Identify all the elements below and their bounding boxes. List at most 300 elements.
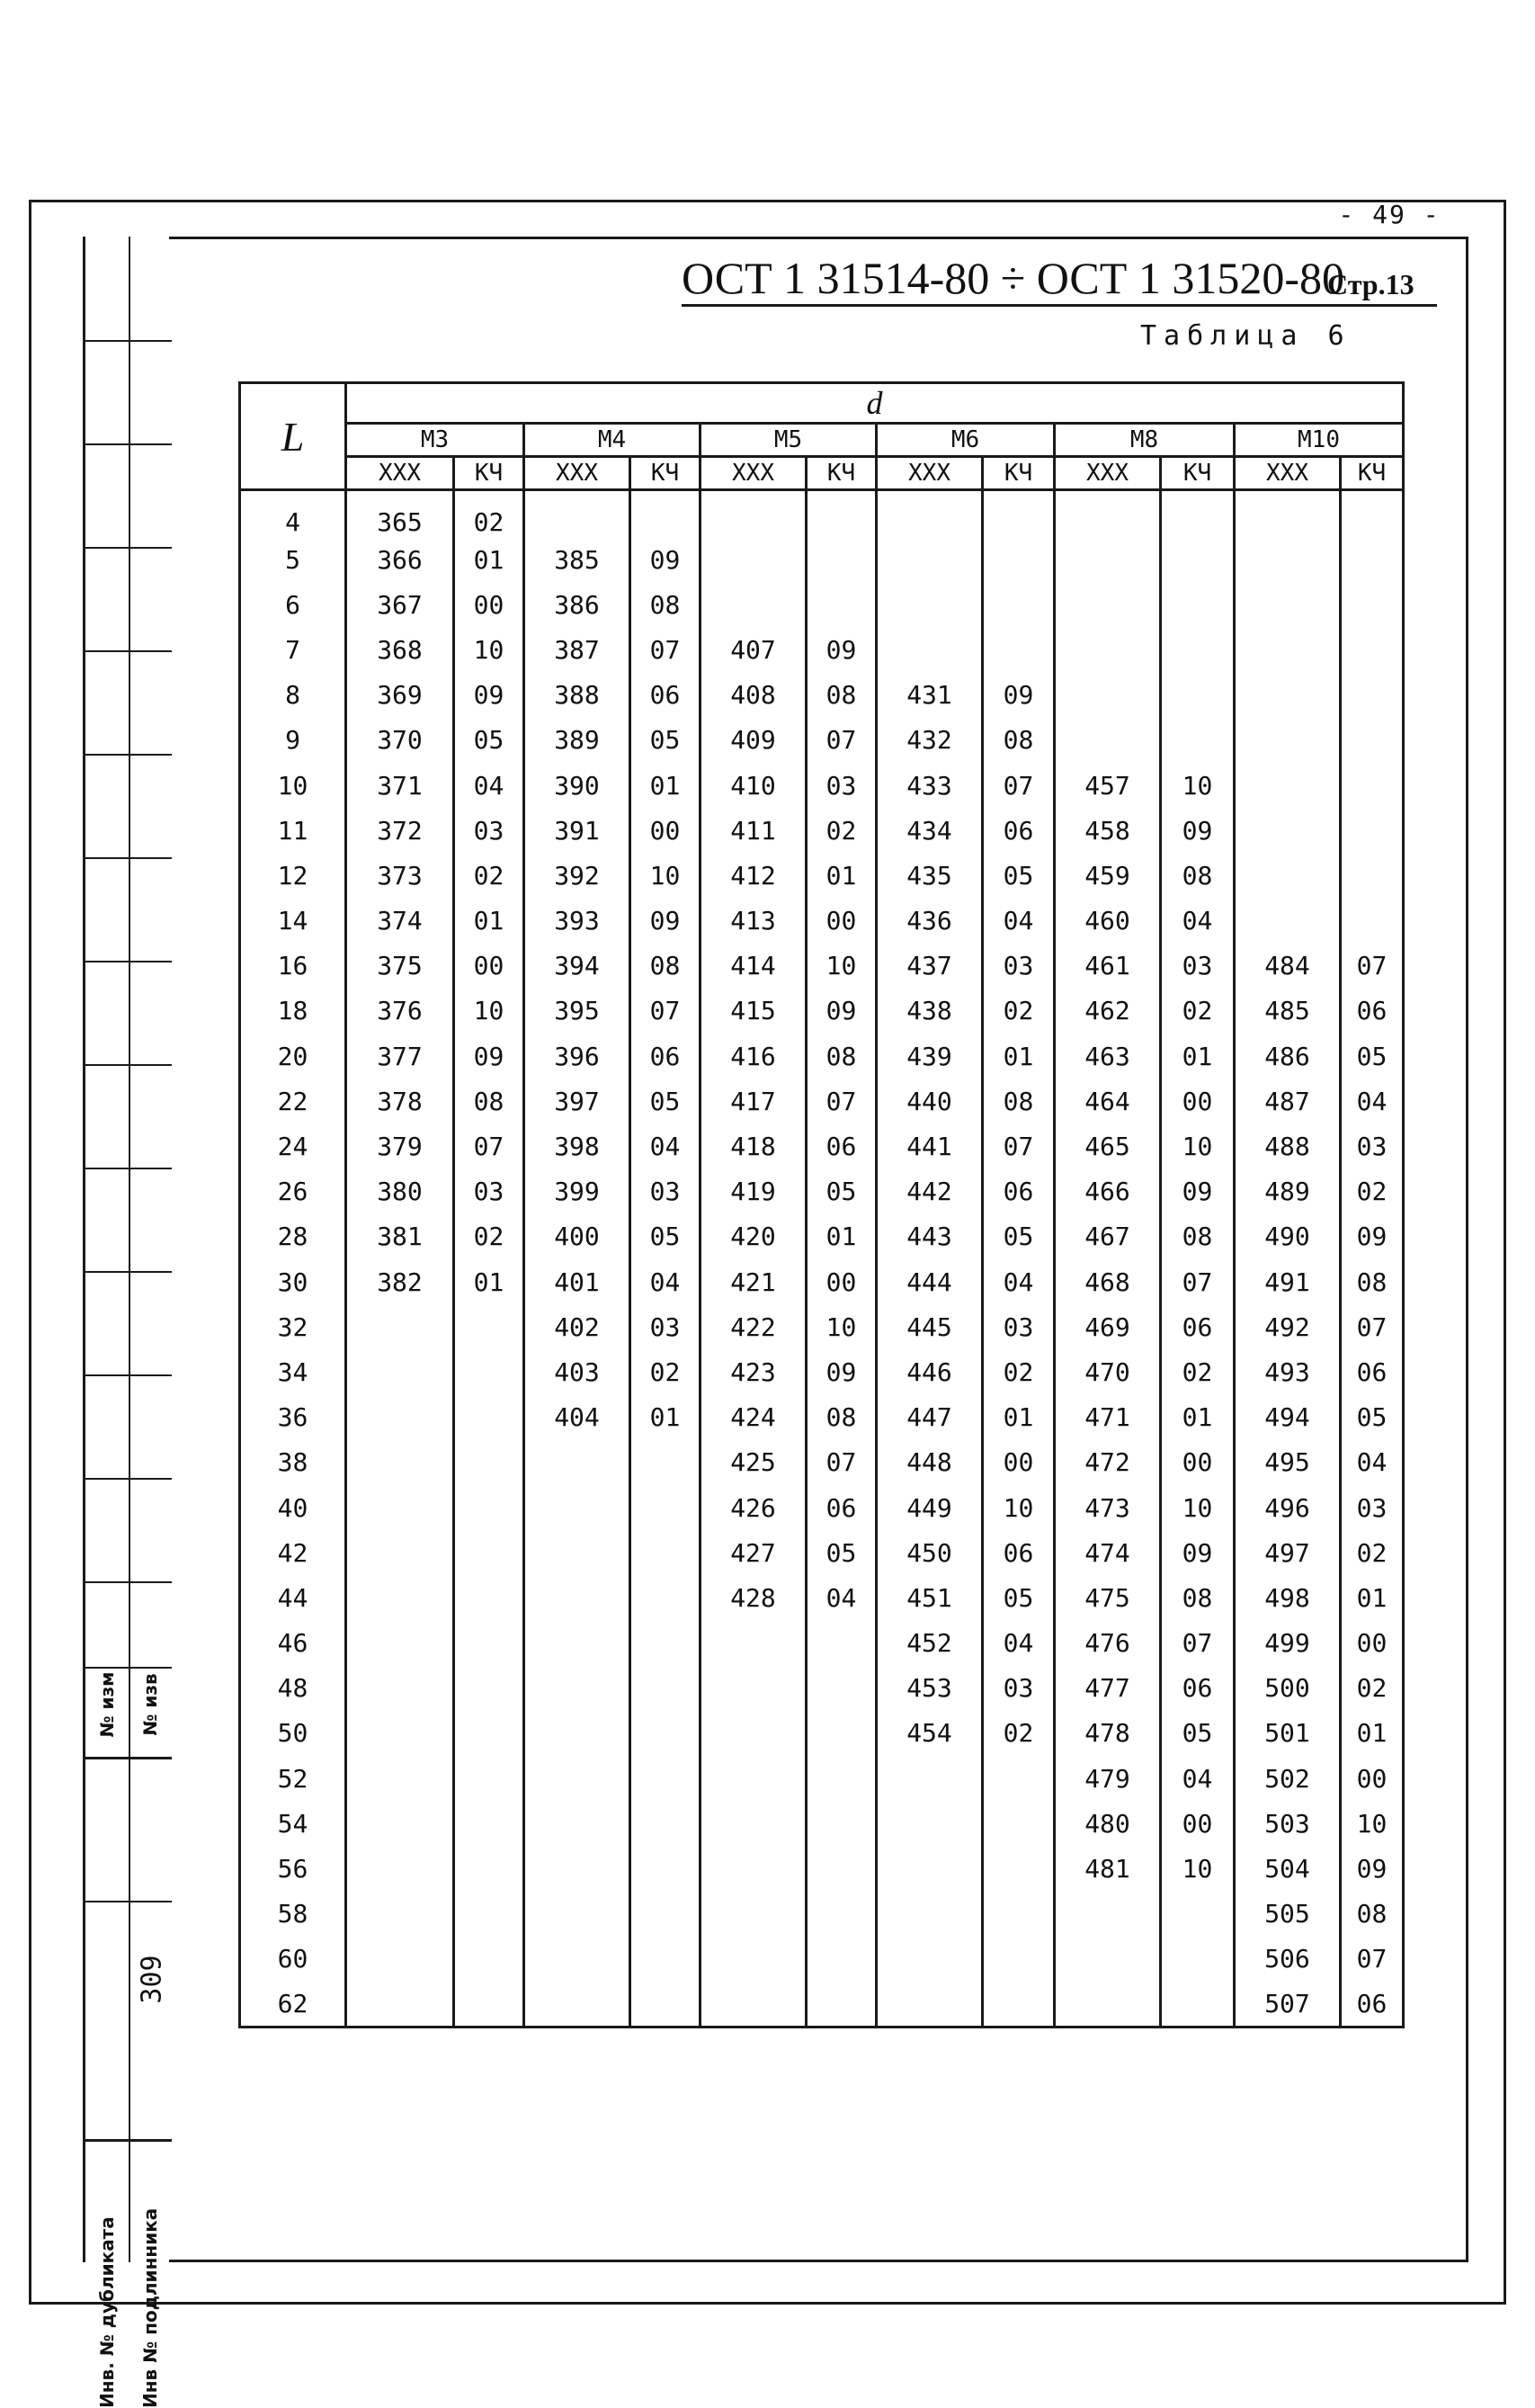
kch-cell	[807, 537, 877, 582]
code-cell	[1235, 763, 1341, 808]
code-cell: 410	[701, 763, 807, 808]
code-cell: 375	[346, 944, 454, 989]
stamp-rule	[85, 650, 172, 652]
kch-cell: 09	[454, 673, 524, 718]
code-cell	[524, 1756, 630, 1801]
sub-header-kch: КЧ	[1341, 457, 1404, 490]
length-cell: 56	[240, 1846, 346, 1891]
code-cell: 504	[1235, 1846, 1341, 1891]
stamp-rule	[85, 1271, 172, 1273]
kch-cell: 00	[1341, 1756, 1404, 1801]
table-row	[240, 1892, 1404, 1937]
kch-cell: 00	[983, 1440, 1055, 1485]
code-cell: 412	[701, 853, 807, 898]
code-cell: 453	[877, 1666, 983, 1711]
table-row	[240, 853, 1404, 898]
kch-cell	[630, 1530, 701, 1575]
code-cell: 449	[877, 1485, 983, 1530]
code-cell: 414	[701, 944, 807, 989]
code-cell	[346, 1395, 454, 1440]
kch-cell: 03	[983, 1666, 1055, 1711]
code-cell	[1235, 490, 1341, 538]
table-row	[240, 627, 1404, 672]
kch-cell: 01	[807, 853, 877, 898]
sub-header-kch: КЧ	[454, 457, 524, 490]
code-cell: 386	[524, 582, 630, 627]
kch-cell	[1341, 718, 1404, 763]
group-header-d: d	[346, 383, 1404, 424]
code-cell: 403	[524, 1349, 630, 1394]
length-cell: 12	[240, 853, 346, 898]
kch-cell	[454, 1846, 524, 1891]
table-row	[240, 1937, 1404, 1982]
table-row	[240, 1349, 1404, 1394]
kch-cell: 03	[630, 1169, 701, 1214]
stamp-rule	[85, 961, 172, 962]
table-row	[240, 582, 1404, 627]
kch-cell: 05	[630, 1214, 701, 1259]
inventory-number: 309	[136, 1955, 168, 2004]
kch-cell: 09	[1161, 808, 1235, 853]
kch-cell: 04	[1341, 1079, 1404, 1123]
code-cell	[524, 1937, 630, 1982]
length-cell: 50	[240, 1711, 346, 1756]
change-number-label: № изм	[96, 1671, 118, 1738]
table-row	[240, 1846, 1404, 1891]
kch-cell	[807, 1892, 877, 1937]
code-cell: 369	[346, 673, 454, 718]
code-cell: 425	[701, 1440, 807, 1485]
code-cell: 452	[877, 1621, 983, 1666]
kch-cell: 07	[1341, 1937, 1404, 1982]
kch-cell: 10	[630, 853, 701, 898]
kch-cell: 00	[1161, 1440, 1235, 1485]
table-row	[240, 1666, 1404, 1711]
size-header: M8	[1055, 424, 1235, 457]
sub-header-xxx: XXX	[1235, 457, 1341, 490]
sub-header-xxx: XXX	[524, 457, 630, 490]
code-cell: 472	[1055, 1440, 1161, 1485]
code-cell: 424	[701, 1395, 807, 1440]
code-cell	[701, 1846, 807, 1891]
kch-cell	[1161, 582, 1235, 627]
sub-header-kch: КЧ	[983, 457, 1055, 490]
code-cell: 502	[1235, 1756, 1341, 1801]
kch-cell: 01	[983, 1395, 1055, 1440]
code-cell	[346, 1982, 454, 2027]
code-cell: 489	[1235, 1169, 1341, 1214]
size-header: M3	[346, 424, 524, 457]
code-cell	[346, 1530, 454, 1575]
kch-cell: 07	[630, 989, 701, 1034]
duplicate-inventory-label: Инв. № дубликата	[96, 2216, 118, 2408]
kch-cell	[630, 1846, 701, 1891]
kch-cell	[807, 1621, 877, 1666]
code-cell: 470	[1055, 1349, 1161, 1394]
code-cell: 399	[524, 1169, 630, 1214]
kch-cell: 04	[807, 1575, 877, 1620]
code-cell: 391	[524, 808, 630, 853]
margin-stamp	[83, 237, 169, 2408]
code-cell	[701, 1711, 807, 1756]
length-cell: 62	[240, 1982, 346, 2027]
kch-cell: 07	[1161, 1621, 1235, 1666]
kch-cell: 08	[630, 944, 701, 989]
code-cell: 480	[1055, 1801, 1161, 1846]
length-cell: 24	[240, 1123, 346, 1168]
kch-cell: 07	[454, 1123, 524, 1168]
kch-cell: 08	[1161, 1575, 1235, 1620]
kch-cell	[1341, 490, 1404, 538]
code-cell	[1055, 582, 1161, 627]
code-cell	[1235, 627, 1341, 672]
kch-cell: 05	[1161, 1711, 1235, 1756]
code-cell: 370	[346, 718, 454, 763]
code-cell	[877, 1846, 983, 1891]
code-cell: 380	[346, 1169, 454, 1214]
kch-cell	[454, 1530, 524, 1575]
code-cell	[524, 1485, 630, 1530]
code-cell	[701, 1892, 807, 1937]
kch-cell: 03	[454, 808, 524, 853]
kch-cell: 02	[1341, 1530, 1404, 1575]
code-cell: 442	[877, 1169, 983, 1214]
kch-cell: 04	[630, 1259, 701, 1304]
kch-cell	[983, 1982, 1055, 2027]
kch-cell	[1341, 808, 1404, 853]
code-cell	[1055, 537, 1161, 582]
kch-cell: 09	[1341, 1214, 1404, 1259]
code-cell: 436	[877, 899, 983, 944]
code-cell: 423	[701, 1349, 807, 1394]
length-cell: 22	[240, 1079, 346, 1123]
table-row	[240, 1304, 1404, 1349]
kch-cell	[983, 1801, 1055, 1846]
code-cell	[524, 1666, 630, 1711]
stamp-rule	[85, 1901, 172, 1902]
kch-cell: 00	[1161, 1079, 1235, 1123]
code-cell	[1055, 1937, 1161, 1982]
code-cell: 446	[877, 1349, 983, 1394]
document-title: ОСТ 1 31514-80 ÷ ОСТ 1 31520-80	[682, 253, 1344, 303]
code-cell	[877, 490, 983, 538]
kch-cell: 02	[454, 853, 524, 898]
length-cell: 14	[240, 899, 346, 944]
kch-cell: 10	[1341, 1801, 1404, 1846]
code-cell: 378	[346, 1079, 454, 1123]
length-cell: 20	[240, 1034, 346, 1079]
length-cell: 4	[240, 490, 346, 538]
code-cell	[1235, 537, 1341, 582]
kch-cell: 08	[454, 1079, 524, 1123]
code-cell	[1055, 1892, 1161, 1937]
kch-cell: 00	[807, 899, 877, 944]
length-cell: 58	[240, 1892, 346, 1937]
kch-cell: 00	[1161, 1801, 1235, 1846]
code-cell	[1055, 627, 1161, 672]
kch-cell: 02	[454, 490, 524, 538]
table-row	[240, 718, 1404, 763]
kch-cell: 06	[983, 1169, 1055, 1214]
kch-cell	[454, 1982, 524, 2027]
stamp-rule	[85, 1581, 172, 1583]
kch-cell	[630, 1666, 701, 1711]
kch-cell: 03	[983, 944, 1055, 989]
code-cell: 461	[1055, 944, 1161, 989]
kch-cell: 08	[807, 1395, 877, 1440]
code-cell	[524, 1846, 630, 1891]
kch-cell: 04	[454, 763, 524, 808]
code-cell: 432	[877, 718, 983, 763]
code-cell	[346, 1575, 454, 1620]
kch-cell: 05	[1341, 1034, 1404, 1079]
code-cell: 450	[877, 1530, 983, 1575]
kch-cell: 02	[630, 1349, 701, 1394]
stamp-rule	[85, 2139, 172, 2142]
length-cell: 8	[240, 673, 346, 718]
code-cell: 467	[1055, 1214, 1161, 1259]
kch-cell	[983, 1892, 1055, 1937]
kch-cell	[1341, 673, 1404, 718]
kch-cell: 01	[630, 763, 701, 808]
code-cell	[346, 1846, 454, 1891]
sub-header-kch: КЧ	[1161, 457, 1235, 490]
code-cell: 418	[701, 1123, 807, 1168]
data-table	[238, 381, 1405, 2028]
code-cell: 465	[1055, 1123, 1161, 1168]
code-cell: 409	[701, 718, 807, 763]
code-cell	[346, 1666, 454, 1711]
code-cell: 485	[1235, 989, 1341, 1034]
code-cell	[701, 537, 807, 582]
length-cell: 16	[240, 944, 346, 989]
kch-cell	[1161, 673, 1235, 718]
table-row	[240, 1259, 1404, 1304]
code-cell: 493	[1235, 1349, 1341, 1394]
kch-cell	[630, 1621, 701, 1666]
size-header: M5	[701, 424, 877, 457]
code-cell: 463	[1055, 1034, 1161, 1079]
kch-cell	[807, 1666, 877, 1711]
page-number: - 49 -	[1338, 200, 1441, 229]
code-cell	[1235, 808, 1341, 853]
kch-cell: 09	[983, 673, 1055, 718]
kch-cell: 10	[454, 627, 524, 672]
kch-cell	[630, 1440, 701, 1485]
sub-header-xxx: XXX	[701, 457, 807, 490]
code-cell: 389	[524, 718, 630, 763]
code-cell: 396	[524, 1034, 630, 1079]
kch-cell: 07	[807, 718, 877, 763]
code-cell: 376	[346, 989, 454, 1034]
code-cell	[524, 1575, 630, 1620]
kch-cell: 08	[1341, 1259, 1404, 1304]
kch-cell	[454, 1395, 524, 1440]
code-cell: 411	[701, 808, 807, 853]
code-cell: 448	[877, 1440, 983, 1485]
kch-cell: 02	[983, 1349, 1055, 1394]
code-cell: 464	[1055, 1079, 1161, 1123]
code-cell: 444	[877, 1259, 983, 1304]
code-cell	[346, 1711, 454, 1756]
kch-cell: 09	[807, 989, 877, 1034]
code-cell: 404	[524, 1395, 630, 1440]
kch-cell: 02	[1161, 1349, 1235, 1394]
kch-cell: 10	[983, 1485, 1055, 1530]
kch-cell: 03	[1341, 1123, 1404, 1168]
kch-cell: 07	[630, 627, 701, 672]
kch-cell: 10	[1161, 1485, 1235, 1530]
code-cell	[877, 1892, 983, 1937]
length-cell: 34	[240, 1349, 346, 1394]
code-cell: 459	[1055, 853, 1161, 898]
code-cell: 416	[701, 1034, 807, 1079]
kch-cell: 09	[807, 627, 877, 672]
code-cell: 367	[346, 582, 454, 627]
kch-cell	[1161, 490, 1235, 538]
table-row	[240, 1123, 1404, 1168]
code-cell	[1235, 582, 1341, 627]
kch-cell: 03	[1161, 944, 1235, 989]
code-cell	[346, 1485, 454, 1530]
kch-cell: 09	[807, 1349, 877, 1394]
code-cell: 440	[877, 1079, 983, 1123]
kch-cell: 05	[454, 718, 524, 763]
code-cell: 398	[524, 1123, 630, 1168]
code-cell: 366	[346, 537, 454, 582]
kch-cell: 08	[630, 582, 701, 627]
code-cell: 486	[1235, 1034, 1341, 1079]
code-cell: 413	[701, 899, 807, 944]
code-cell: 373	[346, 853, 454, 898]
code-cell: 447	[877, 1395, 983, 1440]
sheet-label: Стр.13	[1327, 268, 1415, 300]
kch-cell	[630, 1982, 701, 2027]
stamp-rule	[85, 340, 172, 342]
stamp-rule	[85, 1374, 172, 1376]
kch-cell	[807, 1982, 877, 2027]
code-cell	[701, 1937, 807, 1982]
kch-cell: 09	[630, 899, 701, 944]
length-cell: 44	[240, 1575, 346, 1620]
kch-cell: 04	[983, 1259, 1055, 1304]
kch-cell: 02	[1341, 1169, 1404, 1214]
code-cell: 431	[877, 673, 983, 718]
code-cell	[524, 1892, 630, 1937]
length-cell: 54	[240, 1801, 346, 1846]
kch-cell: 00	[454, 944, 524, 989]
code-cell	[346, 1801, 454, 1846]
code-cell	[877, 582, 983, 627]
code-cell: 491	[1235, 1259, 1341, 1304]
kch-cell: 02	[983, 989, 1055, 1034]
kch-cell: 08	[1341, 1892, 1404, 1937]
sub-header-kch: КЧ	[630, 457, 701, 490]
kch-cell: 07	[807, 1079, 877, 1123]
kch-cell	[454, 1304, 524, 1349]
table-row	[240, 1711, 1404, 1756]
length-cell: 42	[240, 1530, 346, 1575]
code-cell: 476	[1055, 1621, 1161, 1666]
kch-cell	[630, 1485, 701, 1530]
kch-cell	[807, 1711, 877, 1756]
original-inventory-label: Инв № подлинника	[139, 2207, 161, 2408]
code-cell: 402	[524, 1304, 630, 1349]
kch-cell: 02	[1341, 1666, 1404, 1711]
length-cell: 9	[240, 718, 346, 763]
code-cell	[346, 1349, 454, 1394]
kch-cell	[454, 1485, 524, 1530]
code-cell	[524, 1621, 630, 1666]
kch-cell: 06	[1341, 989, 1404, 1034]
kch-cell	[983, 1846, 1055, 1891]
code-cell	[346, 1621, 454, 1666]
table-row	[240, 537, 1404, 582]
kch-cell: 08	[807, 673, 877, 718]
stamp-rule	[85, 1064, 172, 1066]
kch-cell	[1161, 718, 1235, 763]
kch-cell	[454, 1937, 524, 1982]
code-cell: 365	[346, 490, 454, 538]
kch-cell: 03	[1341, 1485, 1404, 1530]
kch-cell: 06	[983, 808, 1055, 853]
code-cell: 420	[701, 1214, 807, 1259]
code-cell	[877, 1801, 983, 1846]
code-cell: 433	[877, 763, 983, 808]
code-cell	[524, 1530, 630, 1575]
code-cell: 462	[1055, 989, 1161, 1034]
code-cell	[524, 1711, 630, 1756]
length-cell: 48	[240, 1666, 346, 1711]
table-row	[240, 673, 1404, 718]
kch-cell	[807, 1937, 877, 1982]
length-cell: 11	[240, 808, 346, 853]
length-cell: 5	[240, 537, 346, 582]
code-cell: 454	[877, 1711, 983, 1756]
code-cell: 435	[877, 853, 983, 898]
sub-header-xxx: XXX	[1055, 457, 1161, 490]
code-cell	[1055, 1982, 1161, 2027]
kch-cell: 09	[1161, 1530, 1235, 1575]
kch-cell	[1341, 763, 1404, 808]
kch-cell	[1161, 1937, 1235, 1982]
kch-cell: 05	[807, 1169, 877, 1214]
table-row	[240, 1214, 1404, 1259]
kch-cell: 01	[807, 1214, 877, 1259]
code-cell: 392	[524, 853, 630, 898]
code-cell: 395	[524, 989, 630, 1034]
length-cell: 7	[240, 627, 346, 672]
code-cell: 439	[877, 1034, 983, 1079]
code-cell: 437	[877, 944, 983, 989]
code-cell: 507	[1235, 1982, 1341, 2027]
kch-cell: 03	[454, 1169, 524, 1214]
code-cell: 505	[1235, 1892, 1341, 1937]
code-cell: 393	[524, 899, 630, 944]
code-cell: 500	[1235, 1666, 1341, 1711]
kch-cell: 00	[1341, 1621, 1404, 1666]
kch-cell: 08	[807, 1034, 877, 1079]
kch-cell: 08	[1161, 853, 1235, 898]
table-row	[240, 763, 1404, 808]
table-body	[240, 490, 1404, 2028]
code-cell: 368	[346, 627, 454, 672]
code-cell: 458	[1055, 808, 1161, 853]
code-cell	[346, 1304, 454, 1349]
size-header: M6	[877, 424, 1055, 457]
kch-cell	[1341, 537, 1404, 582]
code-cell: 501	[1235, 1711, 1341, 1756]
